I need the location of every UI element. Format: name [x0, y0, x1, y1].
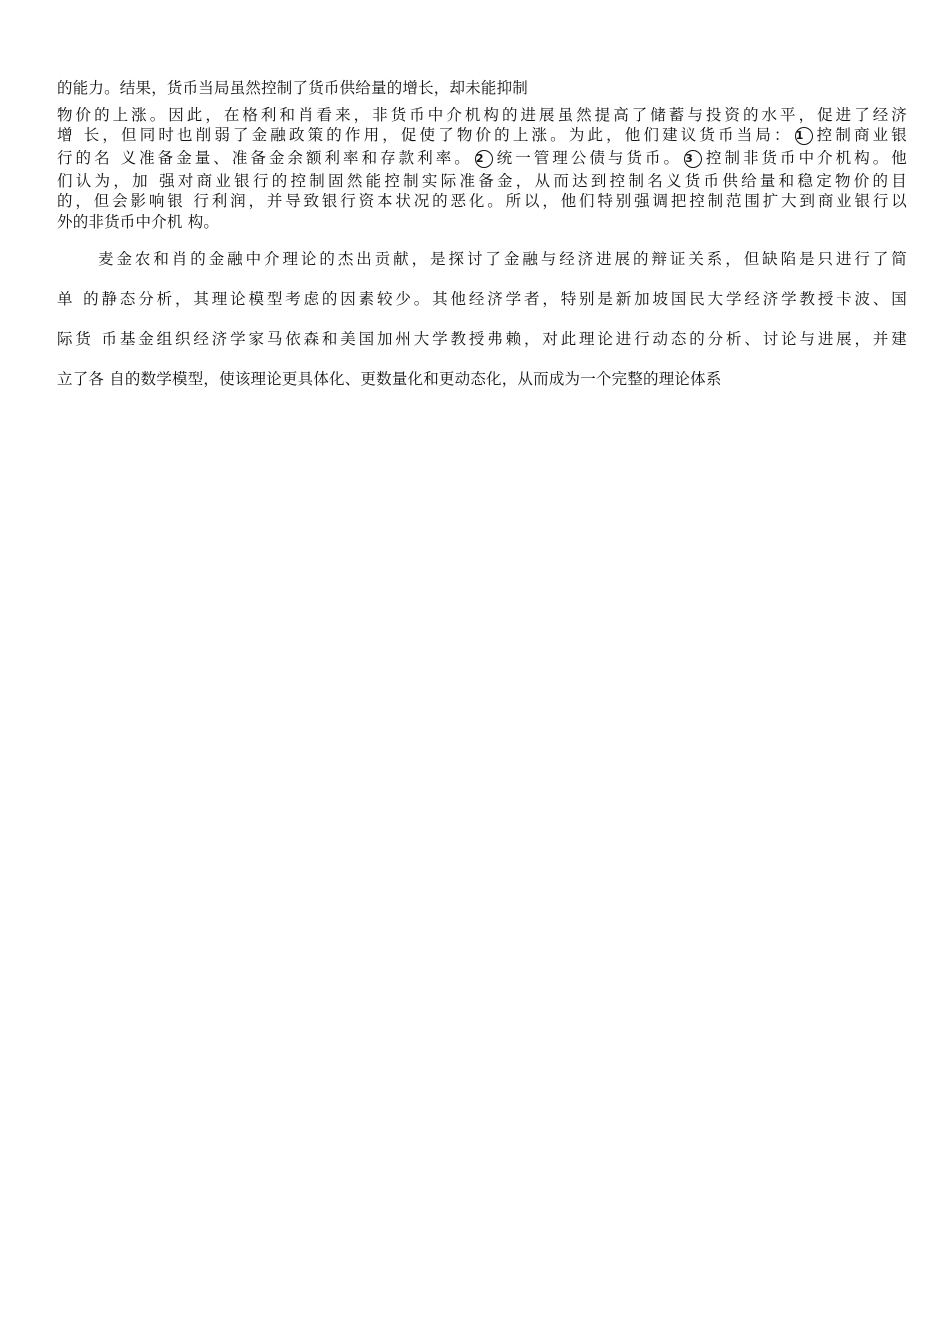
paragraph1-line5: 们认为，加 强对商业银行的控制固然能控制实际准备金，从而达到控制名义货币供给量和稳定物价的目	[57, 172, 907, 190]
enumeration-marker-2: 2	[475, 150, 493, 168]
enumeration-marker-3: 3	[684, 150, 702, 168]
paragraph1-line4-text-c: 控制非货币中介机构。他	[703, 149, 907, 167]
paragraph1-line4	[57, 148, 907, 168]
paragraph1-line7: 外的非货币中介机 构。	[57, 213, 220, 231]
paragraph1-line3-text-a: 增 长，但同时也削弱了金融政策的作用，促使了物价的上涨。为此，他们建议货币当局：	[57, 126, 793, 144]
paragraph2-line3: 际货 币基金组织经济学家马依森和美国加州大学教授弗赖，对此理论进行动态的分析、讨论与进展，并建	[57, 330, 907, 348]
paragraph1-line4-text-a: 行的名 义准备金量、准备金余额利率和存款利率。	[57, 149, 473, 167]
paragraph1-line6: 的，但会影响银 行利润，并导致银行资本状况的恶化。所以，他们特别强调把控制范围扩大到商业银行以	[57, 192, 907, 210]
paragraph1-line2: 物价的上涨。因此，在格利和肖看来，非货币中介机构的进展虽然提高了储蓄与投资的水平，促进了经济	[57, 106, 907, 124]
paragraph2-line1: 麦金农和肖的金融中介理论的杰出贡献，是探讨了金融与经济进展的辩证关系，但缺陷是只进行了简	[98, 250, 907, 268]
paragraph1-line4-text-b: 统一管理公债与货币。	[493, 149, 683, 167]
enumeration-marker-1: 1	[795, 127, 813, 145]
paragraph2-line2: 单 的静态分析，其理论模型考虑的因素较少。其他经济学者，特别是新加坡国民大学经济学教授卡波、国	[57, 290, 907, 308]
paragraph2-line4: 立了各 自的数学模型，使该理论更具体化、更数量化和更动态化，从而成为一个完整的理论体系	[57, 370, 722, 388]
paragraph1-line3-text-b: 控制商业银	[813, 126, 907, 144]
paragraph1-line3	[57, 125, 907, 145]
paragraph1-line1: 的能力。结果，货币当局虽然控制了货币供给量的增长，却未能抑制	[57, 79, 529, 97]
